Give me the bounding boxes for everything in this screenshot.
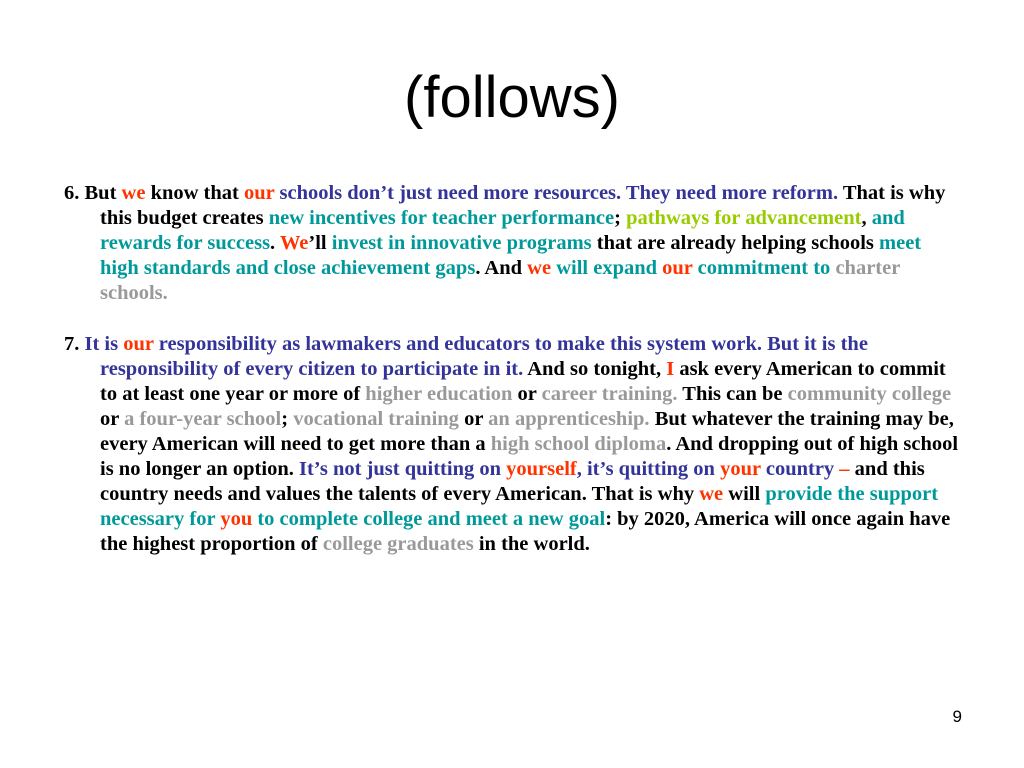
text-segment: we — [699, 483, 724, 505]
text-segment: And so tonight, — [523, 358, 667, 380]
text-segment: we — [527, 257, 552, 279]
text-segment: or — [458, 408, 489, 430]
text-segment: : by 2020, America will once again have the highest proportion of — [100, 508, 951, 555]
paragraph-7 — [64, 332, 964, 557]
text-segment: to complete college and meet a new goal — [252, 508, 606, 530]
text-segment: an apprenticeship. — [488, 408, 650, 430]
text-segment: higher education — [365, 383, 513, 405]
text-segment: will — [723, 483, 766, 505]
text-segment: provide the support necessary for — [100, 483, 939, 530]
text-segment: that are already helping schools — [591, 232, 880, 254]
text-segment: This can be — [677, 383, 788, 405]
text-segment: in the world. — [473, 533, 590, 555]
text-segment: , it’s quitting on — [576, 458, 721, 480]
text-segment: our — [243, 182, 275, 204]
text-segment: meet high standards and close achievement gaps — [100, 232, 922, 279]
text-segment: ; — [281, 408, 294, 430]
text-segment: responsibility as lawmakers and educators to make this system work. But it is the responsibility of every citizen to participate in it. — [100, 333, 868, 380]
text-segment: charter schools. — [100, 257, 900, 304]
text-segment: know that — [145, 182, 244, 204]
text-segment: ’ll — [308, 232, 332, 254]
text-segment: high school diploma — [490, 433, 667, 455]
paragraph-6 — [64, 181, 964, 306]
text-segment: we — [121, 182, 146, 204]
text-segment: or — [512, 383, 542, 405]
text-segment: That is why this budget creates — [100, 182, 946, 229]
text-segment: will expand — [551, 257, 663, 279]
text-segment: . And dropping out of high school is no longer an option. — [100, 433, 959, 480]
text-segment: or — [100, 408, 125, 430]
text-segment: career training. — [541, 383, 678, 405]
text-segment: schools don’t just need more resources. They need more reform. — [274, 182, 839, 204]
text-segment: yourself — [506, 458, 577, 480]
text-segment: 6. But — [64, 182, 122, 204]
text-segment: college graduates — [322, 533, 474, 555]
text-segment: vocational training — [293, 408, 459, 430]
text-segment: But whatever the training may be, every American will need to get more than a — [100, 408, 954, 455]
text-segment: invest in innovative programs — [331, 232, 592, 254]
text-segment: your — [720, 458, 761, 480]
text-segment: – — [839, 458, 850, 480]
text-segment: , — [861, 207, 872, 229]
text-segment: you — [220, 508, 253, 530]
text-segment: and this country needs and values the talents of every American. That is why — [100, 458, 925, 505]
text-segment: It is — [84, 333, 124, 355]
text-segment: It’s not just quitting on — [298, 458, 507, 480]
text-segment: . — [270, 232, 280, 254]
text-segment: ask every American to commit to at least one year or more of — [100, 358, 946, 405]
text-segment: new incentives for teacher performance — [268, 207, 615, 229]
text-segment: 7. — [64, 333, 85, 355]
text-segment: commitment to — [692, 257, 836, 279]
text-segment: and rewards for success — [100, 207, 905, 254]
text-segment: community college — [787, 383, 952, 405]
text-segment: our — [662, 257, 693, 279]
slide-title: (follows) — [404, 65, 620, 130]
text-segment: pathways for advancement — [626, 207, 862, 229]
text-segment: ; — [614, 207, 627, 229]
text-segment: We — [279, 232, 309, 254]
page-number: 9 — [952, 707, 962, 726]
text-segment: country — [760, 458, 840, 480]
text-segment: our — [123, 333, 154, 355]
text-segment: . And — [475, 257, 528, 279]
text-segment: a four-year school — [124, 408, 282, 430]
text-segment: I — [666, 358, 675, 380]
slide-body — [64, 181, 964, 557]
